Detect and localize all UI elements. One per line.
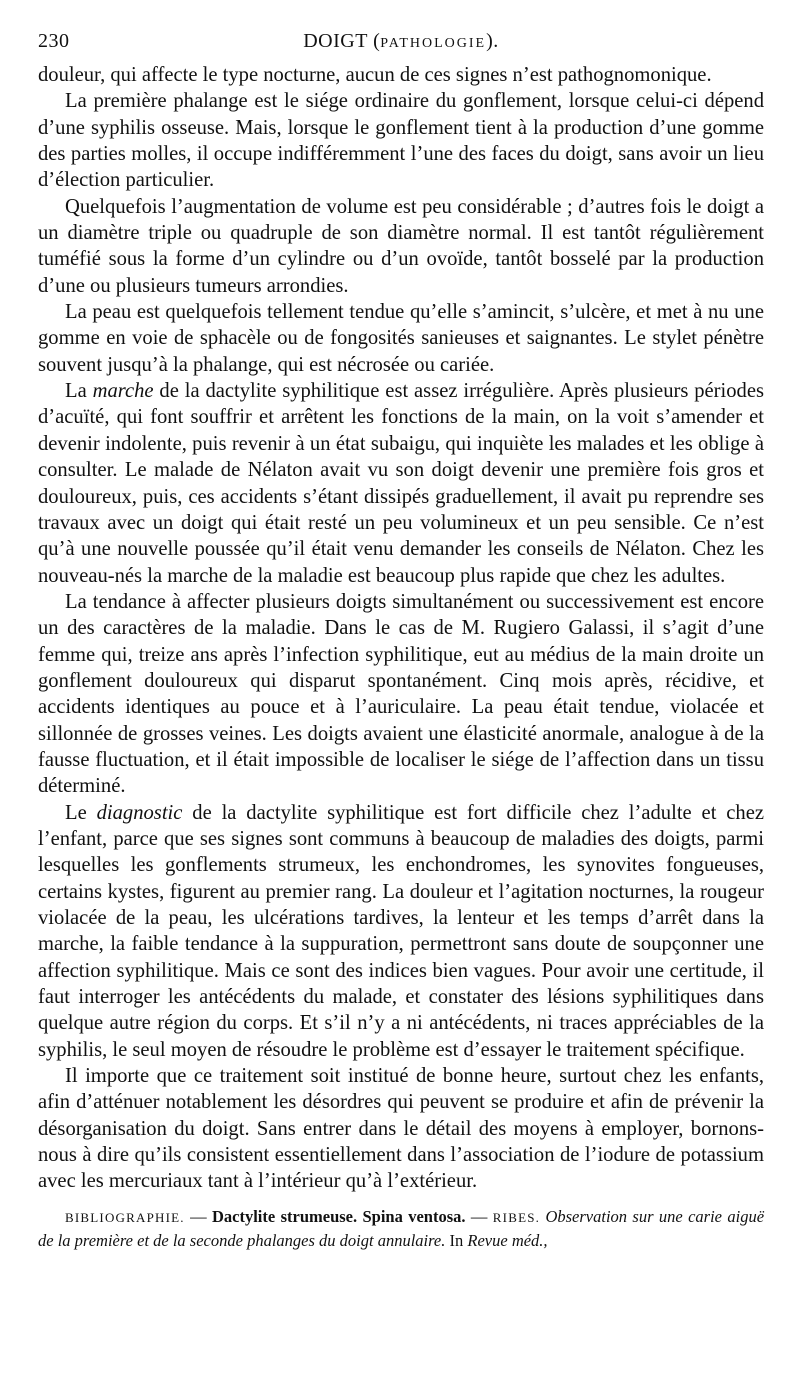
diagnostic-emphasis: diagnostic (96, 801, 183, 824)
paragraph-peau: La peau est quelquefois tellement tendue qu’elle s’amincit, s’ulcère, et met à nu une gomme en voie de sphacèle ou de fongosités sanieuses et saignantes. Le stylet pénètre souvent jusqu’à la phalange, qui est nécrosée ou cariée. (38, 301, 764, 376)
paragraph-tendance: La tendance à affecter plusieurs doigts simultanément ou successivement est encore un des caractères de la maladie. Dans le cas de M. Rugiero Galassi, il s’agit d’une femme qui, treize ans après l’infection syphilitique, eut au médius de la main droite un gonflement douloureux qui disparut spontanément. Cinq mois après, récidive, et accidents identiques au pouce et à l’auriculaire. La peau était tendue, violacée et sillonnée de grosses veines. Les doigts avaient une élasticité anormale, analogue à de la fausse fluctuation, et il était impossible de localiser le siége de l’affection dans un tissu déterminé. (38, 590, 764, 798)
bibliography-dash-2: — (465, 1206, 493, 1226)
running-title-main: DOIGT (303, 30, 368, 52)
page (38, 28, 764, 1252)
diagnostic-after: de la dactylite syphilitique est fort difficile chez l’adulte et chez l’enfant, parce que ses signes sont communs à beaucoup de maladies des doigts, parmi lesquelles les gonflements strumeux, les enchondromes, les synovites fongueuses, certains kystes, figurent au premier rang. La douleur et l’agitation nocturnes, la rougeur violacée de la peau, les ulcérations tardives, la lenteur et les temps d’arrêt dans la marche, la faible tendance à la suppuration, permettront sans doute de soupçonner une affection syphilitique. Mais ce sont des indices bien vagues. Pour avoir une certitude, il faut interroger les antécédents du malade, et constater des lésions syphilitiques dans quelque autre région du corps. Et s’il n’y a ni antécédents, ni traces appréciables de la syphilis, le seul moyen de résoudre le problème est d’essayer le traitement spécifique. (38, 801, 764, 1061)
marche-after: de la dactylite syphilitique est assez irrégulière. Après plusieurs périodes d’acuïté, qui font souffrir et arrêtent les fonctions de la main, on la voit s’amender et devenir indolente, puis revenir à un état subaigu, qui inquiète les malades et les oblige à consulter. Le malade de Nélaton avait vu son doigt devenir une première fois gros et douloureux, puis, ces accidents s’étant dissipés graduellement, il avait pu reprendre ses travaux avec un doigt qui était resté un peu volumineux et un peu sensible. Ce n’est qu’à une nouvelle poussée qu’il était venu demander les conseils de Nélaton. Chez les nouveau-nés la marche de la maladie est beaucoup plus rapide que chez les adultes. (38, 380, 764, 587)
bibliography (38, 1205, 764, 1252)
marche-emphasis: marche (92, 380, 154, 403)
paragraph-diagnostic (38, 800, 764, 1063)
bibliography-in: In (445, 1230, 468, 1250)
page-number: 230 (38, 30, 70, 52)
bibliography-label: BIBLIOGRAPHIE. (65, 1209, 185, 1225)
paragraph-volume: Quelquefois l’augmentation de volume est peu considérable ; d’autres fois le doigt a un diamètre triple ou quadruple de son diamètre normal. Il est tantôt régulièrement tuméfié sous la forme d’un cylindre ou d’un ovoïde, tantôt bosselé par la production d’une ou plusieurs tumeurs arrondies. (38, 195, 764, 297)
bibliography-title: Observation sur une carie aiguë de la première et de la seconde phalanges du doigt annulaire. (38, 1206, 765, 1250)
bibliography-author: RIBES. (492, 1209, 541, 1225)
paragraph-marche (38, 378, 764, 589)
marche-before: La (65, 380, 93, 403)
running-title-close: ). (486, 30, 499, 52)
running-title (38, 30, 764, 53)
paragraph-traitement: Il importe que ce traitement soit institué de bonne heure, surtout chez les enfants, afin d’atténuer notablement les désordres qui peuvent se produire et afin de prévenir la désorganisation du doigt. Sans entrer dans le détail des moyens à employer, bornons-nous à dire qu’ils consistent essentiellement dans l’association de l’iodure de potassium avec les mercuriaux tant à l’intérieur qu’à l’extérieur. (38, 1065, 764, 1193)
bibliography-journal: Revue méd., (467, 1230, 548, 1250)
running-title-open: ( (373, 30, 381, 52)
paragraph-phalange: La première phalange est le siége ordinaire du gonflement, lorsque celui-ci dépend d’une syphilis osseuse. Mais, lorsque le gonflement tient à la production d’une gomme des parties molles, il occupe indifféremment l’une des faces du doigt, sans avoir un lieu d’élection particulier. (38, 90, 764, 192)
body-text (38, 62, 764, 1195)
bibliography-heading: Dactylite strumeuse. Spina ventosa. (211, 1206, 466, 1226)
running-header (38, 28, 764, 62)
diagnostic-before: Le (65, 801, 97, 824)
bibliography-dash-1: — (184, 1206, 212, 1226)
paragraph-continued: douleur, qui affecte le type nocturne, aucun de ces signes n’est pathognomonique. (38, 64, 712, 86)
running-title-sub: PATHOLOGIE (380, 36, 487, 51)
